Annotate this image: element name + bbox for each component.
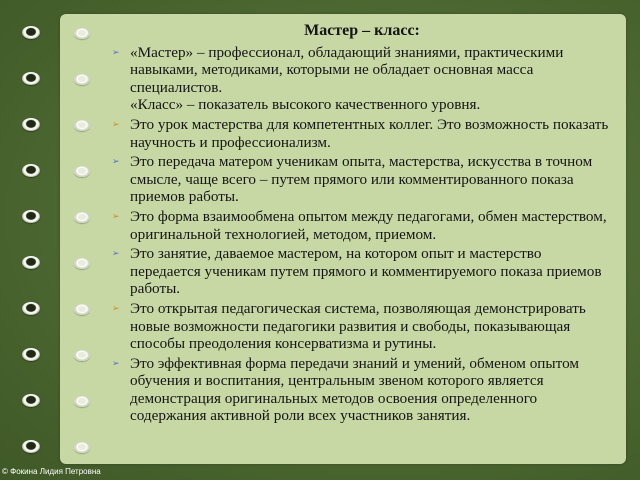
binder-ring-icon xyxy=(22,302,40,315)
bullet-arrow-icon: ➢ xyxy=(112,156,120,167)
copyright-text: © Фокина Лидия Петровна xyxy=(2,467,101,476)
item-text: «Мастер» – профессионал, обладающий знаниями, практическими навыками, методиками, которыми не обладает основная масса специалистов. xyxy=(130,43,564,96)
list-item xyxy=(110,116,614,151)
bullet-arrow-icon: ➢ xyxy=(112,357,120,368)
list-item xyxy=(110,355,614,425)
binder-ring-icon xyxy=(22,394,40,407)
list-item xyxy=(110,153,614,206)
slide-content xyxy=(110,22,614,450)
list-item xyxy=(110,245,614,298)
binder-ring-icon xyxy=(22,256,40,269)
binder-hole-icon xyxy=(74,120,90,131)
binder-ring-icon xyxy=(22,26,40,39)
slide-title: Мастер – класс: xyxy=(304,22,420,39)
item-text: Это форма взаимообмена опытом между педагогами, обмен мастерством, оригинальной технологией, методом, приемом. xyxy=(130,207,607,243)
binder-hole-icon xyxy=(74,28,90,39)
binder-ring-icon xyxy=(22,348,40,361)
binder-hole-icon xyxy=(74,258,90,269)
binder-rings-inner xyxy=(74,18,96,458)
binder-ring-icon xyxy=(22,164,40,177)
bullet-arrow-icon: ➢ xyxy=(112,46,120,57)
list-item xyxy=(110,300,614,353)
binder-hole-icon xyxy=(74,304,90,315)
binder-hole-icon xyxy=(74,212,90,223)
list-item xyxy=(110,44,614,114)
binder-hole-icon xyxy=(74,442,90,453)
item-text: Это урок мастерства для компетентных коллег. Это возможность показать научность и профессионализм. xyxy=(130,115,609,151)
binder-ring-icon xyxy=(22,72,40,85)
item-text: Это передача матером ученикам опыта, мастерства, искусства в точном смысле, чаще всего – путем прямого или комментированного показа приемов работы. xyxy=(130,153,593,206)
binder-ring-icon xyxy=(22,440,40,453)
bullet-arrow-icon: ➢ xyxy=(112,118,120,129)
binder-ring-icon xyxy=(22,118,40,131)
binder-rings-outer xyxy=(22,18,44,458)
item-text: Это занятие, даваемое мастером, на котором опыт и мастерство передается ученикам путем прямого и комментируемого показа приемов работы. xyxy=(130,245,602,298)
bullet-arrow-icon: ➢ xyxy=(112,302,120,313)
bullet-arrow-icon: ➢ xyxy=(112,210,120,221)
binder-hole-icon xyxy=(74,396,90,407)
binder-hole-icon xyxy=(74,350,90,361)
item-text: Это открытая педагогическая система, позволяющая демонстрировать новые возможности педагогики развития и свободы, показывающая способы преодоления консерватизма и рутины. xyxy=(130,299,586,353)
item-text: Это эффективная форма передачи знаний и умений, обменом опытом обучения и воспитания, центральным звеном которого является демонстрация оригинальных методов освоения определенного содержания активной роли всех участников занятия. xyxy=(130,354,579,425)
item-text: «Класс» – показатель высокого качественного уровня. xyxy=(130,96,481,114)
binder-hole-icon xyxy=(74,74,90,85)
binder-hole-icon xyxy=(74,166,90,177)
list-item xyxy=(110,208,614,243)
binder-ring-icon xyxy=(22,210,40,223)
bullet-arrow-icon: ➢ xyxy=(112,248,120,259)
